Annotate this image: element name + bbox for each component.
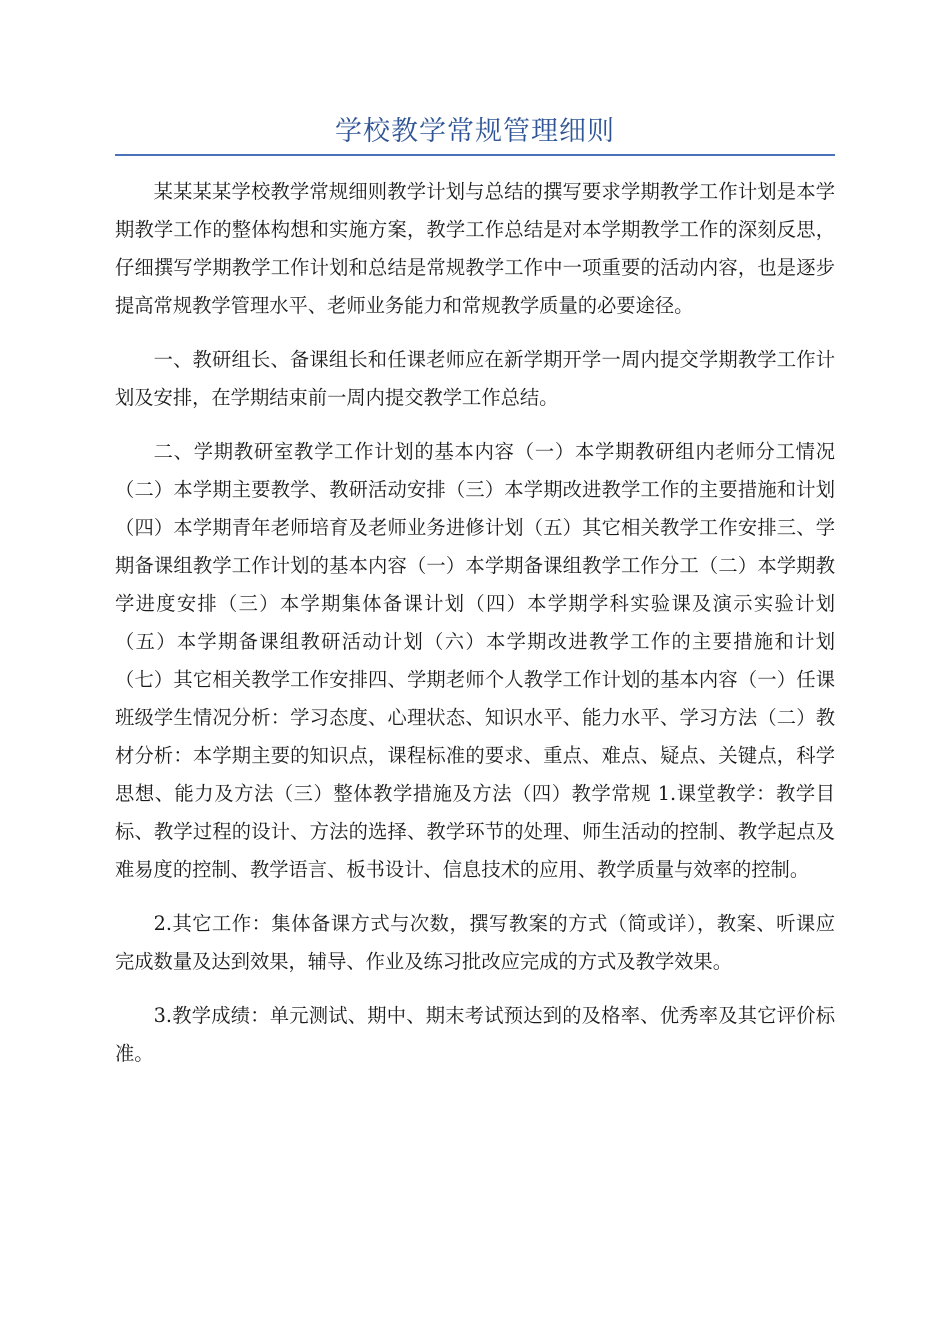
paragraph-intro: 某某某某学校教学常规细则教学计划与总结的撰写要求学期教学工作计划是本学期教学工作的整体构想和实施方案，教学工作总结是对本学期教学工作的深刻反思，仔细撰写学期教学工作计划和总结是常规教学工作中一项重要的活动内容，也是逐步提高常规教学管理水平、老师业务能力和常规教学质量的必要途径。 (115, 180, 835, 317)
paragraph-section-1: 一、教研组长、备课组长和任课老师应在新学期开学一周内提交学期教学工作计划及安排，在学期结束前一周内提交教学工作总结。 (115, 348, 835, 409)
paragraph-item-2: 2.其它工作：集体备课方式与次数，撰写教案的方式（简或详），教案、听课应完成数量及达到效果，辅导、作业及练习批改应完成的方式及教学效果。 (115, 912, 835, 973)
title-underline (115, 154, 835, 156)
paragraph-section-2: 二、学期教研室教学工作计划的基本内容（一）本学期教研组内老师分工情况（二）本学期主要教学、教研活动安排（三）本学期改进教学工作的主要措施和计划（四）本学期青年老师培育及老师业务进修计划（五）其它相关教学工作安排三、学期备课组教学工作计划的基本内容（一）本学期备课组教学工作分工（二）本学期教学进度安排（三）本学期集体备课计划（四）本学期学科实验课及演示实验计划（五）本学期备课组教研活动计划（六）本学期改进教学工作的主要措施和计划（七）其它相关教学工作安排四、学期老师个人教学工作计划的基本内容（一）任课班级学生情况分析：学习态度、心理状态、知识水平、能力水平、学习方法（二）教材分析：本学期主要的知识点，课程标准的要求、重点、难点、疑点、关键点，科学思想、能力及方法（三）整体教学措施及方法（四）教学常规 1.课堂教学：教学目标、教学过程的设计、方法的选择、教学环节的处理、师生活动的控制、教学起点及难易度的控制、教学语言、板书设计、信息技术的应用、教学质量与效率的控制。 (115, 440, 835, 881)
document-body (115, 173, 835, 1089)
paragraph-item-3: 3.教学成绩：单元测试、期中、期末考试预达到的及格率、优秀率及其它评价标准。 (115, 1004, 835, 1065)
document-title: 学校教学常规管理细则 (335, 116, 615, 147)
